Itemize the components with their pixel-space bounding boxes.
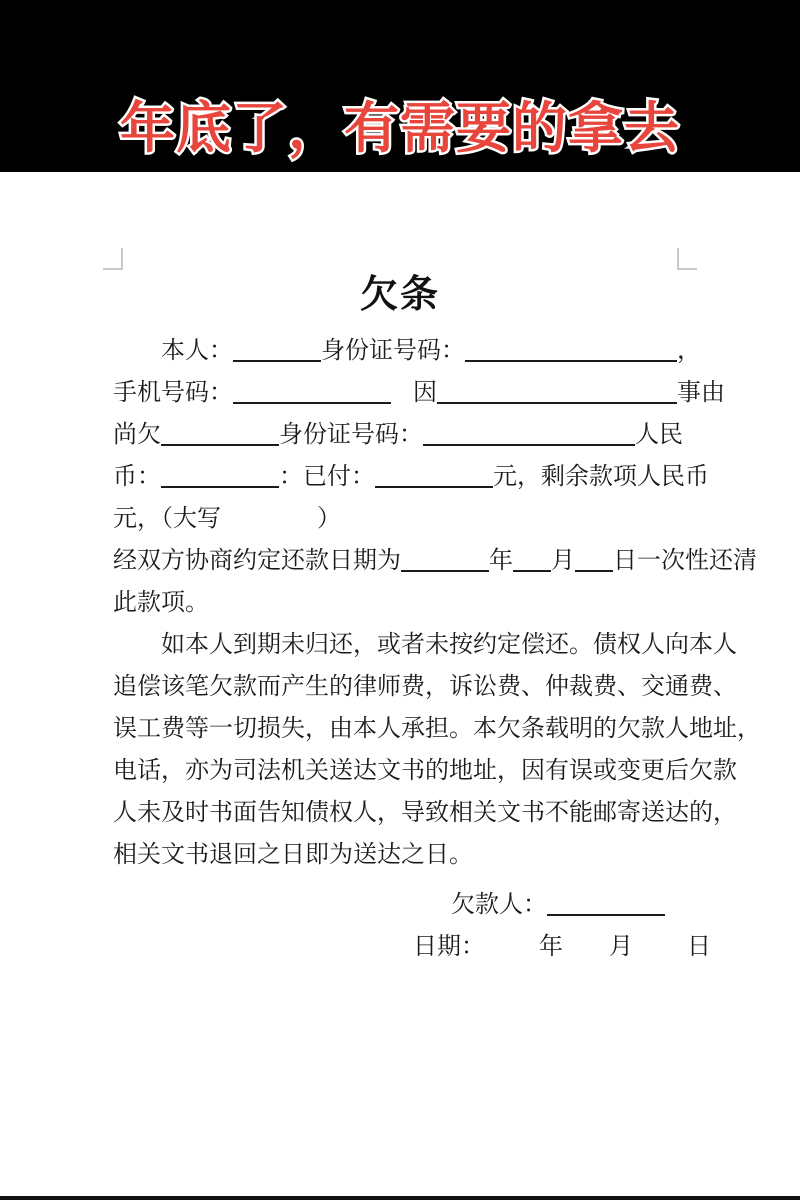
blank-creditor-name[interactable] — [161, 422, 279, 446]
label-currency: 币： — [113, 464, 161, 490]
label-creditor-id: 身份证号码： — [279, 422, 423, 448]
blank-self-id[interactable] — [465, 338, 677, 362]
blank-self-name[interactable] — [233, 338, 321, 362]
clause-line-6: 相关文书退回之日即为送达之日。 — [113, 842, 473, 868]
label-reason-suffix: 事由 — [677, 380, 725, 406]
bottom-bar — [0, 1196, 800, 1200]
blank-repay-day[interactable] — [575, 548, 613, 572]
blank-phone[interactable] — [233, 380, 391, 404]
document-body — [113, 330, 761, 876]
unit-year: 年 — [489, 548, 513, 574]
punct-comma-1: ， — [677, 338, 701, 364]
label-rmb-1: 人民 — [635, 422, 683, 448]
clause-line-3: 误工费等一切损失，由本人承担。本欠条载明的欠款人地址， — [113, 716, 761, 742]
blank-repay-month[interactable] — [513, 548, 551, 572]
clause-line-4: 电话，亦为司法机关送达文书的地址，因有误或变更后欠款 — [113, 758, 737, 784]
label-remaining: 元，剩余款项人民币 — [493, 464, 709, 490]
document-title: 欠条 — [359, 274, 440, 316]
body-line-7: 此款项。 — [113, 590, 209, 616]
label-owes: 尚欠 — [113, 422, 161, 448]
unit-date-month: 月 — [609, 934, 633, 960]
label-id-number: 身份证号码： — [321, 338, 465, 364]
body-line-5 — [113, 498, 691, 540]
body-line-3 — [113, 414, 691, 456]
label-repay-date: 经双方协商约定还款日期为 — [113, 548, 401, 574]
clause-line-5: 人未及时书面告知债权人，导致相关文书不能邮寄送达的， — [113, 800, 737, 826]
clause-line-1: 如本人到期未归还，或者未按约定偿还。债权人向本人 — [161, 632, 737, 658]
top-banner — [0, 0, 800, 172]
body-line-4 — [113, 456, 709, 498]
headline-line-1: 年底了，有需要的拿去 — [119, 97, 680, 159]
body-line-2 — [113, 372, 725, 414]
unit-date-day: 日 — [687, 934, 711, 960]
label-phone: 手机号码： — [113, 380, 233, 406]
blank-creditor-id[interactable] — [423, 422, 635, 446]
label-self: 本人： — [161, 338, 233, 364]
unit-month: 月 — [551, 548, 575, 574]
signature-block — [113, 884, 711, 968]
crop-mark-top-right-icon — [675, 248, 697, 270]
crop-mark-top-left-icon — [103, 248, 125, 270]
blank-debtor-signature[interactable] — [547, 892, 665, 916]
blank-uppercase-amount[interactable] — [221, 508, 317, 530]
clause-line-2: 追偿该笔欠款而产生的律师费，诉讼费、仲裁费、交通费、 — [113, 674, 737, 700]
label-debtor: 欠款人： — [451, 892, 547, 918]
label-uppercase-open: 元，（大写 — [113, 506, 221, 532]
label-date: 日期： — [413, 934, 485, 960]
signature-row-debtor — [113, 884, 691, 926]
blank-repay-year[interactable] — [401, 548, 489, 572]
blank-paid-amount[interactable] — [375, 464, 493, 488]
blank-reason[interactable] — [437, 380, 677, 404]
signature-row-date — [113, 926, 711, 968]
label-reason-prefix: 因 — [413, 380, 437, 406]
label-repay-suffix: 日一次性还清 — [613, 548, 757, 574]
label-uppercase-close: ） — [317, 506, 341, 532]
body-line-6 — [113, 540, 757, 582]
unit-date-year: 年 — [539, 934, 563, 960]
spacer-1 — [391, 382, 413, 404]
body-line-1 — [113, 330, 701, 372]
label-paid: ：已付： — [279, 464, 375, 490]
blank-total-amount[interactable] — [161, 464, 279, 488]
